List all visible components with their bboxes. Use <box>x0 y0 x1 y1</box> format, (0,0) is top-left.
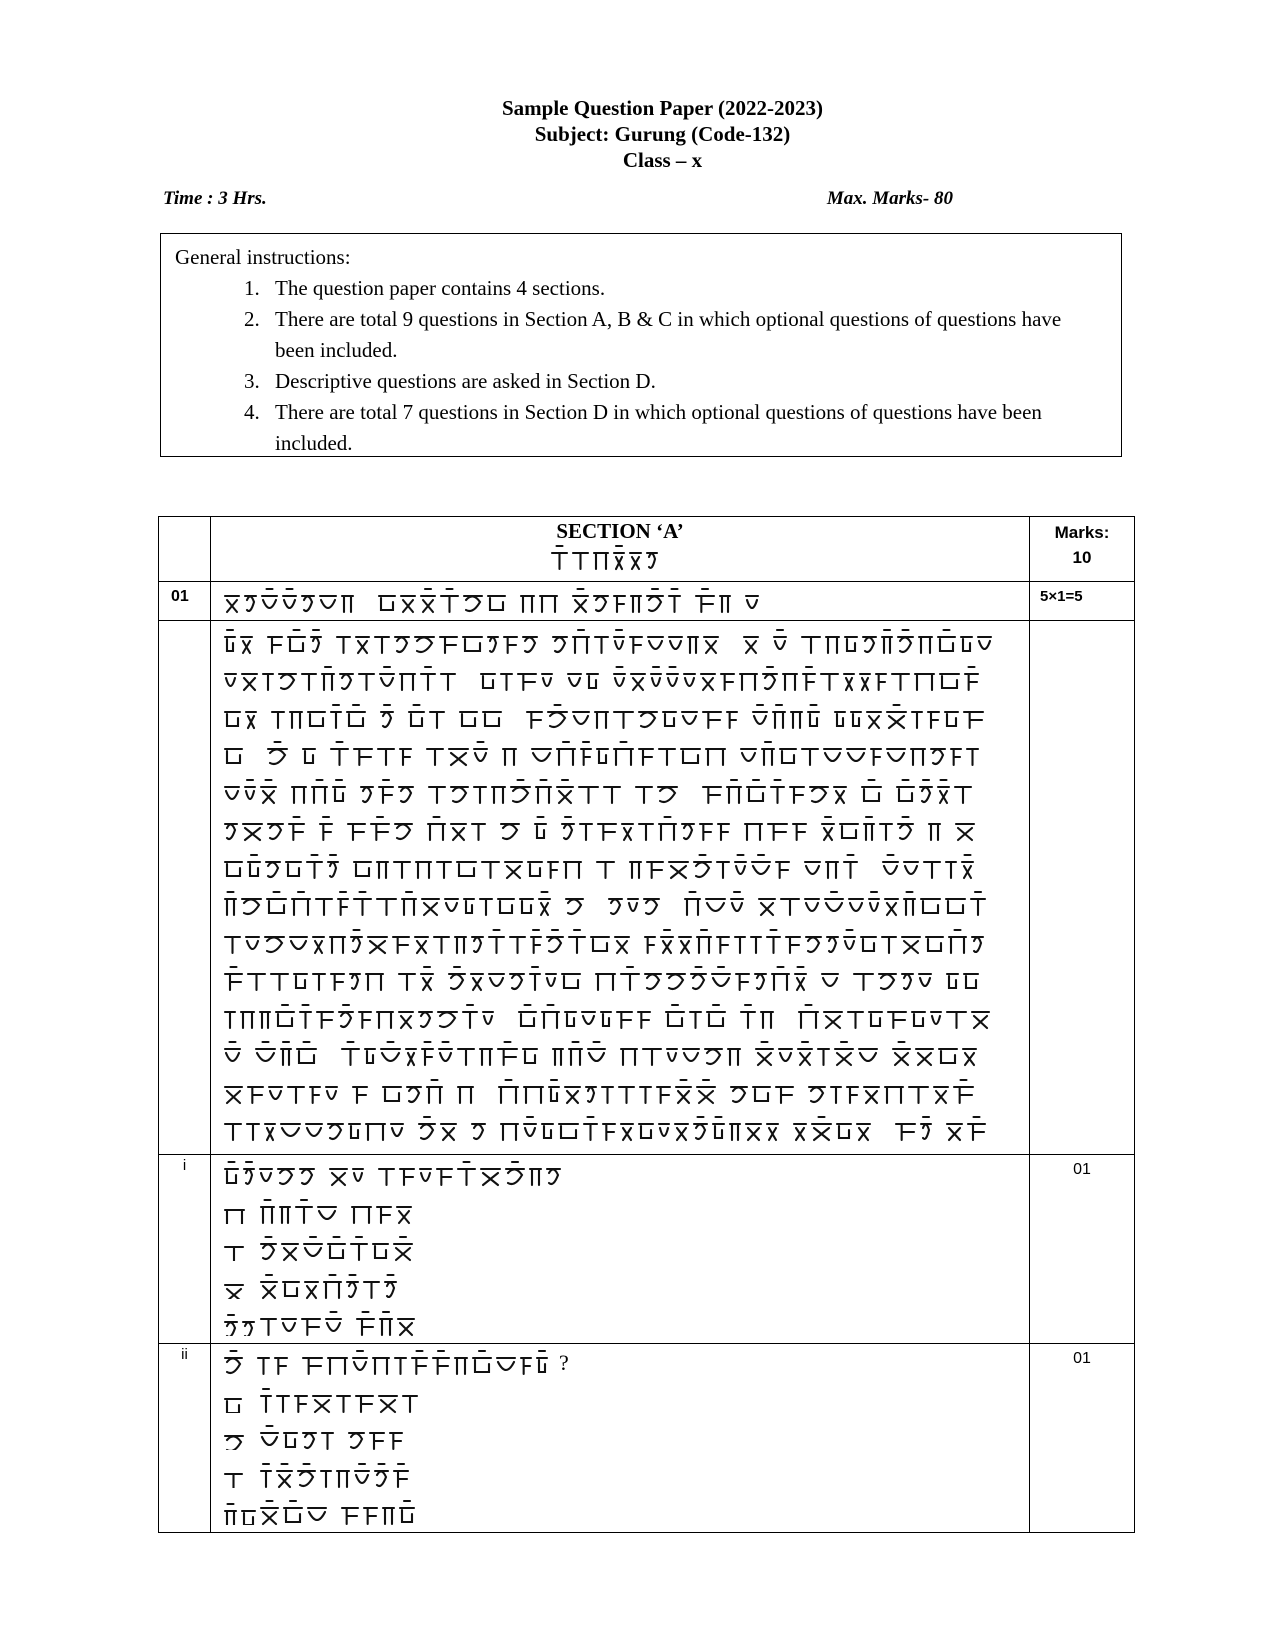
gurung-script-glyphs <box>259 1498 429 1528</box>
sub-question-text-gurung-script <box>211 1155 1029 1193</box>
gurung-script-glyphs <box>223 1159 563 1189</box>
paper-title: Sample Question Paper (2022-2023) <box>501 96 824 120</box>
question-row <box>159 582 1135 621</box>
answer-option <box>211 1306 1029 1344</box>
gurung-script-glyphs <box>223 1039 993 1069</box>
paper-class: Class – x <box>622 148 703 172</box>
sub-question-marks: 01 <box>1073 1161 1091 1178</box>
gurung-script-glyphs <box>259 1309 439 1339</box>
answer-option <box>211 1420 1029 1458</box>
option-label-glyph <box>223 1237 259 1261</box>
answer-option <box>211 1382 1029 1420</box>
question-mark: ? <box>559 1350 569 1375</box>
sub-question-text-gurung-script <box>211 1344 1029 1382</box>
instruction-item: 2. There are total 9 questions in Section A, B & C in which optional questions of questions have been included. <box>265 304 1105 366</box>
option-label-glyph <box>223 1426 259 1450</box>
gurung-script-glyphs <box>223 852 993 882</box>
section-title-gurung-script <box>211 543 1029 581</box>
option-label-glyph <box>223 1389 259 1413</box>
gurung-script-glyphs <box>223 627 993 657</box>
gurung-script-glyphs <box>223 739 993 769</box>
gurung-script-glyphs <box>223 1077 993 1107</box>
passage-row <box>159 621 1135 1155</box>
gurung-script-glyphs <box>223 964 993 994</box>
gurung-script-glyphs <box>223 814 993 844</box>
gurung-script-glyphs <box>223 702 993 732</box>
max-marks: Max. Marks- 80 <box>826 188 953 209</box>
section-marks: Marks: 10 <box>1054 523 1110 567</box>
instructions-list <box>175 273 1105 459</box>
gurung-script-glyphs <box>259 1197 429 1227</box>
section-header-row <box>159 517 1135 582</box>
instruction-item: 1. The question paper contains 4 sections. <box>265 273 1105 304</box>
time-marks-row <box>163 188 953 210</box>
option-label-glyph <box>223 1464 259 1488</box>
answer-option <box>211 1231 1029 1269</box>
answer-option <box>211 1193 1029 1231</box>
gurung-script-glyphs <box>223 1114 993 1144</box>
reading-passage-gurung-script <box>211 621 1029 1154</box>
sub-question-marks: 01 <box>1073 1350 1091 1367</box>
option-label-glyph <box>223 1275 259 1299</box>
instruction-item: 3. Descriptive questions are asked in Section D. <box>265 366 1105 397</box>
gurung-script-glyphs <box>223 1002 993 1032</box>
answer-option <box>211 1457 1029 1495</box>
sub-question-row <box>159 1155 1135 1344</box>
paper-header <box>0 95 1275 173</box>
section-a-table <box>158 516 1135 1533</box>
gurung-script-glyphs <box>259 1234 439 1264</box>
gurung-script-glyphs <box>223 777 993 807</box>
gurung-script-glyphs <box>223 889 993 919</box>
sub-question-number: i <box>182 1157 187 1174</box>
gurung-script-glyphs <box>259 1423 429 1453</box>
answer-option <box>211 1495 1029 1533</box>
gurung-script-glyphs <box>259 1461 429 1491</box>
answer-option <box>211 1268 1029 1306</box>
question-marks: 5×1=5 <box>1040 588 1083 605</box>
option-label-glyph <box>223 1501 259 1525</box>
gurung-script-glyphs <box>223 1348 553 1378</box>
option-label-glyph <box>223 1312 259 1336</box>
instructions-heading: General instructions: <box>175 245 351 269</box>
time-allowed: Time : 3 Hrs. <box>163 188 267 209</box>
option-label-glyph <box>223 1200 259 1224</box>
paper-subject: Subject: Gurung (Code-132) <box>534 122 791 146</box>
instruction-item: 4. There are total 7 questions in Section D in which optional questions of questions have been included. <box>265 397 1105 459</box>
gurung-script-glyphs <box>223 664 993 694</box>
general-instructions <box>160 233 1122 457</box>
section-title: SECTION ‘A’ <box>556 519 684 543</box>
question-text-gurung-script <box>211 582 1029 620</box>
sub-question-row <box>159 1344 1135 1533</box>
gurung-script-glyphs <box>223 927 993 957</box>
question-number: 01 <box>171 588 189 605</box>
gurung-script-glyphs <box>259 1386 429 1416</box>
gurung-script-glyphs <box>550 543 690 579</box>
sub-question-number: ii <box>181 1346 188 1363</box>
gurung-script-glyphs <box>223 586 783 616</box>
gurung-script-glyphs <box>259 1272 409 1302</box>
